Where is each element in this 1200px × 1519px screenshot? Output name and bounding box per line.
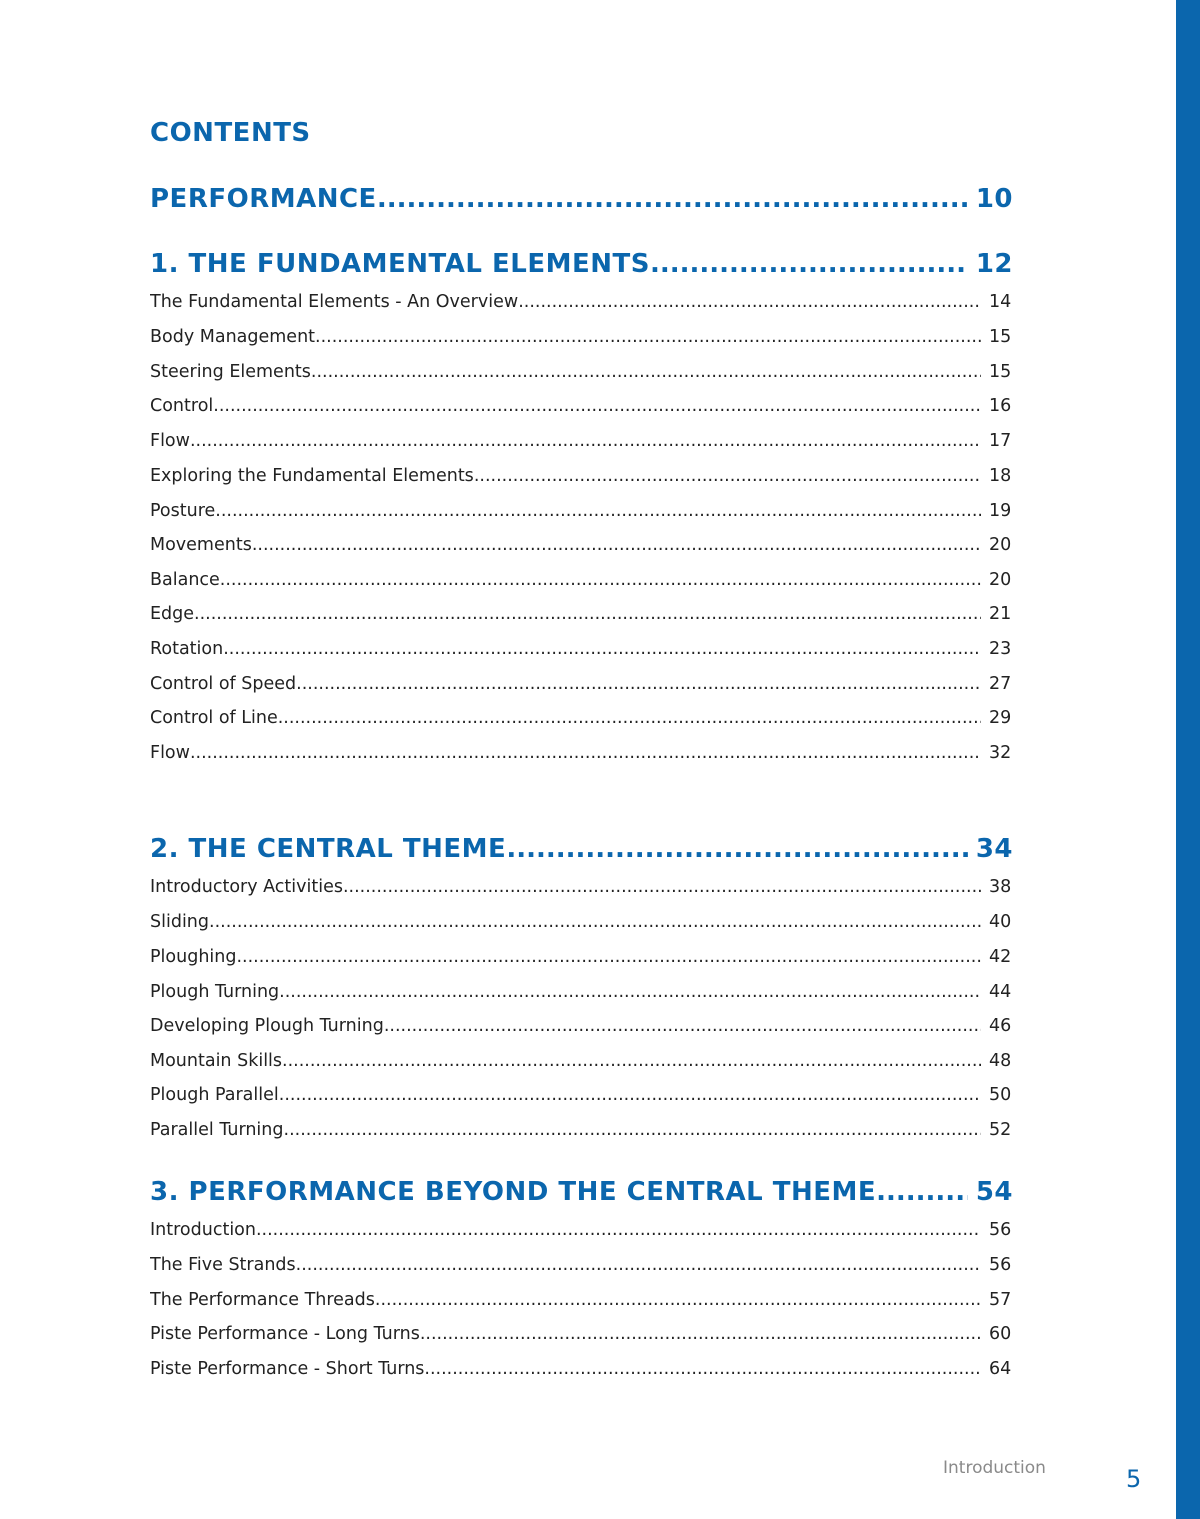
entry-label: The Performance Threads	[150, 1290, 375, 1310]
dot-leader	[876, 1172, 968, 1212]
entry-label: Body Management	[150, 327, 316, 347]
dot-leader	[315, 323, 981, 351]
toc-entry[interactable]	[150, 1216, 1013, 1244]
entry-label: Ploughing	[150, 947, 237, 967]
section-label: PERFORMANCE	[150, 184, 377, 214]
entry-page: 52	[989, 1120, 1012, 1140]
dot-leader	[284, 1116, 982, 1144]
entry-label: Steering Elements	[150, 362, 311, 382]
dot-leader	[506, 829, 967, 869]
toc-entry[interactable]	[150, 1047, 1013, 1075]
entry-page: 17	[989, 431, 1012, 451]
entry-page: 27	[989, 674, 1012, 694]
entry-page: 60	[989, 1324, 1012, 1344]
dot-leader	[384, 1012, 981, 1040]
entry-label: Movements	[150, 535, 252, 555]
section-label: 3. PERFORMANCE BEYOND THE CENTRAL THEME	[150, 1177, 877, 1207]
dot-leader	[650, 244, 968, 284]
toc-entry[interactable]	[150, 1320, 1013, 1348]
dot-leader	[279, 978, 981, 1006]
entry-page: 56	[989, 1255, 1012, 1275]
toc-entry[interactable]	[150, 462, 1013, 490]
entry-label: Sliding	[150, 912, 210, 932]
dot-leader	[213, 392, 981, 420]
page-number: 5	[1126, 1465, 1142, 1493]
dot-leader	[236, 943, 981, 971]
dot-leader	[375, 1286, 981, 1314]
toc-entry[interactable]	[150, 943, 1013, 971]
entry-page: 18	[989, 466, 1012, 486]
entry-label: Flow	[150, 743, 190, 763]
toc-entry[interactable]	[150, 704, 1013, 732]
toc-entry[interactable]	[150, 635, 1013, 663]
dot-leader	[279, 1081, 981, 1109]
toc-section-heading[interactable]	[150, 829, 1013, 869]
dot-leader	[296, 1251, 981, 1279]
entry-page: 14	[989, 292, 1012, 312]
entry-page: 23	[989, 639, 1012, 659]
entry-label: Developing Plough Turning	[150, 1016, 384, 1036]
entry-page: 20	[989, 570, 1012, 590]
entry-page: 16	[989, 396, 1012, 416]
section-page: 54	[975, 1177, 1013, 1207]
toc-entry[interactable]	[150, 1286, 1013, 1314]
entry-label: Piste Performance - Long Turns	[150, 1324, 420, 1344]
entry-label: Control of Line	[150, 708, 278, 728]
toc-entry[interactable]	[150, 1012, 1013, 1040]
entry-label: The Fundamental Elements - An Overview	[150, 292, 519, 312]
dot-leader	[311, 358, 981, 386]
dot-leader	[377, 179, 968, 219]
dot-leader	[190, 427, 981, 455]
toc-entry[interactable]	[150, 531, 1013, 559]
toc-entry[interactable]	[150, 427, 1013, 455]
toc-entry[interactable]	[150, 873, 1013, 901]
entry-page: 46	[989, 1016, 1012, 1036]
entry-label: Rotation	[150, 639, 224, 659]
entry-page: 38	[989, 877, 1012, 897]
entry-page: 64	[989, 1359, 1012, 1379]
entry-label: Piste Performance - Short Turns	[150, 1359, 425, 1379]
entry-label: Edge	[150, 604, 195, 624]
entry-page: 15	[989, 362, 1012, 382]
toc-section-heading[interactable]	[150, 244, 1013, 284]
entry-label: Plough Parallel	[150, 1085, 279, 1105]
entry-page: 29	[989, 708, 1012, 728]
entry-page: 32	[989, 743, 1012, 763]
dot-leader	[194, 600, 981, 628]
dot-leader	[343, 873, 981, 901]
toc-entry[interactable]	[150, 908, 1013, 936]
entry-label: The Five Strands	[150, 1255, 296, 1275]
dot-leader	[278, 704, 981, 732]
entry-page: 57	[989, 1290, 1012, 1310]
entry-label: Parallel Turning	[150, 1120, 284, 1140]
dot-leader	[474, 462, 981, 490]
entry-page: 48	[989, 1051, 1012, 1071]
entry-page: 21	[989, 604, 1012, 624]
toc-entry[interactable]	[150, 358, 1013, 386]
toc-entry[interactable]	[150, 978, 1013, 1006]
entry-label: Balance	[150, 570, 220, 590]
dot-leader	[296, 670, 981, 698]
entry-page: 44	[989, 982, 1012, 1002]
toc-entry[interactable]	[150, 1251, 1013, 1279]
entry-label: Introductory Activities	[150, 877, 343, 897]
dot-leader	[420, 1320, 981, 1348]
toc-entry[interactable]	[150, 288, 1013, 316]
toc-section-heading[interactable]	[150, 1172, 1013, 1212]
dot-leader	[220, 566, 981, 594]
entry-page: 50	[989, 1085, 1012, 1105]
contents-title: CONTENTS	[150, 118, 311, 148]
entry-page: 19	[989, 501, 1012, 521]
toc-entry[interactable]	[150, 497, 1013, 525]
dot-leader	[209, 908, 981, 936]
entry-page: 56	[989, 1220, 1012, 1240]
entry-page: 42	[989, 947, 1012, 967]
dot-leader	[190, 739, 981, 767]
toc-entry[interactable]	[150, 600, 1013, 628]
entry-label: Control	[150, 396, 214, 416]
toc-entry[interactable]	[150, 739, 1013, 767]
entry-label: Exploring the Fundamental Elements	[150, 466, 474, 486]
entry-label: Introduction	[150, 1220, 256, 1240]
entry-page: 40	[989, 912, 1012, 932]
footer-section-label: Introduction	[943, 1458, 1046, 1478]
entry-label: Mountain Skills	[150, 1051, 283, 1071]
dot-leader	[518, 288, 981, 316]
toc-entry[interactable]	[150, 1081, 1013, 1109]
toc-entry[interactable]	[150, 1355, 1013, 1383]
dot-leader	[282, 1047, 981, 1075]
dot-leader	[256, 1216, 981, 1244]
entry-page: 15	[989, 327, 1012, 347]
dot-leader	[215, 497, 981, 525]
section-page: 10	[975, 184, 1013, 214]
section-page: 34	[975, 834, 1013, 864]
side-accent-bar	[1176, 0, 1200, 1519]
dot-leader	[252, 531, 981, 559]
toc-entry[interactable]	[150, 392, 1013, 420]
section-label: 1. THE FUNDAMENTAL ELEMENTS	[150, 249, 650, 279]
toc-entry[interactable]	[150, 323, 1013, 351]
entry-label: Plough Turning	[150, 982, 280, 1002]
entry-label: Control of Speed	[150, 674, 297, 694]
section-label: 2. THE CENTRAL THEME	[150, 834, 507, 864]
entry-label: Flow	[150, 431, 190, 451]
toc-entry[interactable]	[150, 1116, 1013, 1144]
entry-page: 20	[989, 535, 1012, 555]
dot-leader	[223, 635, 981, 663]
section-page: 12	[975, 249, 1013, 279]
table-of-contents	[150, 0, 1013, 1519]
entry-label: Posture	[150, 501, 216, 521]
dot-leader	[424, 1355, 981, 1383]
toc-section-heading[interactable]	[150, 179, 1013, 219]
toc-entry[interactable]	[150, 566, 1013, 594]
toc-entry[interactable]	[150, 670, 1013, 698]
